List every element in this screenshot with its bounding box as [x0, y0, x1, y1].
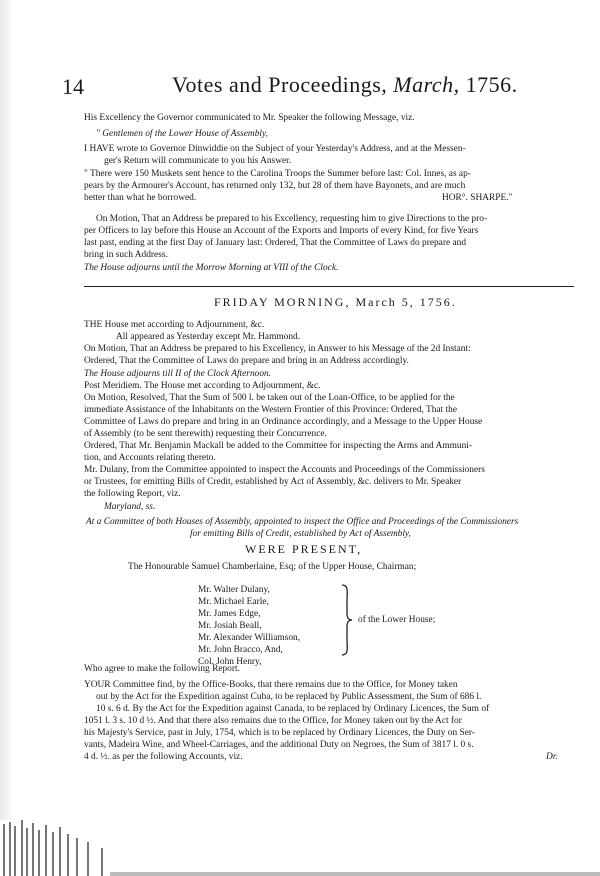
text-line: pears by the Armourer's Account, has returned only 132, but 28 of them have Bayonets, and are much	[84, 181, 466, 191]
binding-edge	[0, 820, 600, 876]
text-line: tion, and Accounts relating thereto.	[84, 453, 216, 463]
text-line: His Excellency the Governor communicated to Mr. Speaker the following Message, viz.	[84, 113, 415, 123]
text-line: out by the Act for the Expedition against Cuba, to be replaced by Public Assessment, the Sum of 686 l.	[96, 692, 482, 702]
text-line: Ordered, That the Committee of Laws do prepare and bring in an Address accordingly.	[84, 356, 409, 366]
member-name: Mr. James Edge,	[198, 609, 261, 619]
text-line: Committee of Laws do prepare and bring in an Ordinance accordingly, and a Message to the Upper House	[84, 417, 483, 427]
text-line: Who agree to make the following Report.	[84, 664, 240, 674]
text-line: or Trustees, for emitting Bills of Credit, established by Act of Assembly, &c. delivers to Mr. Speaker	[84, 477, 462, 487]
text-line: per Officers to lay before this House an Account of the Exports and Imports of every Kind, for five Years	[84, 226, 479, 236]
text-line: immediate Assistance of the Inhabitants on the Western Frontier of this Province: Ordered, That the	[84, 405, 458, 415]
text-line: " Gentlemen of the Lower House of Assembly,	[96, 129, 268, 139]
text-line: On Motion, Resolved, That the Sum of 500 l. be taken out of the Loan-Office, to be applied for the	[84, 393, 455, 403]
text-line: 10 s. 6 d. By the Act for the Expedition against Canada, to be replaced by Ordinary Licences, the Sum of	[96, 704, 490, 714]
section-heading: FRIDAY MORNING, March 5, 1756.	[214, 295, 457, 309]
text-line: " There were 150 Muskets sent hence to the Carolina Troops the Summer before last: Col. Innes, as ap-	[84, 169, 471, 179]
text-line: Maryland, ss.	[104, 502, 156, 512]
text-line: Ordered, That Mr. Benjamin Mackall be added to the Committee for inspecting the Arms and Ammuni-	[84, 441, 473, 451]
member-name: Mr. Josiah Beall,	[198, 621, 262, 631]
text-line: On Motion, That an Address be prepared to his Excellency, requesting him to give Directions to the pro-	[96, 214, 488, 224]
text-line: for emitting Bills of Credit, established by Act of Assembly,	[190, 529, 411, 539]
text-line: the following Report, viz.	[84, 489, 181, 499]
text-line: Post Meridiem. The House met according to Adjournment, &c.	[84, 381, 321, 391]
text-line: I HAVE wrote to Governor Dinwiddie on the Subject of your Yesterday's Address, and at the Messen-	[84, 144, 466, 154]
text-line: The House adjourns until the Morrow Morning at VIII of the Clock.	[84, 263, 339, 273]
present-heading: WERE PRESENT,	[245, 542, 363, 556]
text-line: All appeared as Yesterday except Mr. Hammond.	[116, 332, 301, 342]
chairman-line: The Honourable Samuel Chamberlaine, Esq; of the Upper House, Chairman;	[128, 562, 417, 572]
member-name: Mr. John Bracco, And,	[198, 645, 283, 655]
text-line: vants, Madeira Wine, and Wheel-Carriages, and the additional Duty on Negroes, the Sum of 3817 l. 0 s.	[84, 740, 474, 750]
text-line: his Majesty's Service, past in July, 1754, which is to be replaced by Ordinary Licences, the Duty on Ser-	[84, 728, 475, 738]
text-line: Mr. Dulany, from the Committee appointed to inspect the Accounts and Proceedings of the Commissioners	[84, 465, 485, 475]
text-line: On Motion, That an Address be prepared to his Excellency, in Answer to his Message of the 2d Instant:	[84, 344, 471, 354]
text-line: 4 d. ½. as per the following Accounts, viz.	[84, 752, 243, 762]
member-name: Mr. Alexander Williamson,	[198, 633, 301, 643]
text-line: bring in such Address.	[84, 250, 168, 260]
text-line: The House adjourns till II of the Clock Afternoon.	[84, 369, 272, 379]
text-line: YOUR Committee find, by the Office-Books, that there remains due to the Office, for Money taken	[84, 680, 458, 690]
running-title-prefix: Votes and Proceedings,	[172, 72, 388, 97]
running-title	[172, 72, 518, 98]
member-name: Col. John Henry,	[198, 657, 262, 667]
text-line: At a Committee of both Houses of Assembly, appointed to inspect the Office and Proceedings of the Commissioners	[86, 517, 519, 527]
text-line: ger's Return will communicate to you his Answer.	[104, 156, 292, 166]
catchword: Dr.	[546, 752, 558, 762]
member-name: Mr. Michael Earle,	[198, 597, 269, 607]
section-divider	[84, 286, 574, 287]
text-line: last past, ending at the first Day of January last: Ordered, That the Committee of Laws do prepare and	[84, 238, 467, 248]
text-line: 1051 l. 3 s. 10 d ½. And that there also remains due to the Office, for Money taken out by the Act for	[84, 716, 462, 726]
page-number: 14	[62, 74, 84, 99]
running-title-month: March,	[393, 72, 460, 97]
text-line: better than what he borrowed.	[84, 193, 197, 203]
lower-house-label: of the Lower House;	[358, 615, 436, 625]
signature-line: HOR°. SHARPE."	[442, 193, 513, 203]
text-line: THE House met according to Adjournment, &c.	[84, 320, 265, 330]
member-name: Mr. Walter Dulany,	[198, 585, 270, 595]
text-line: of Assembly (to be sent therewith) requesting their Concurrence.	[84, 429, 327, 439]
running-title-year: 1756.	[465, 72, 518, 97]
brace-icon	[340, 584, 354, 656]
page-edge-shadow	[0, 0, 14, 876]
